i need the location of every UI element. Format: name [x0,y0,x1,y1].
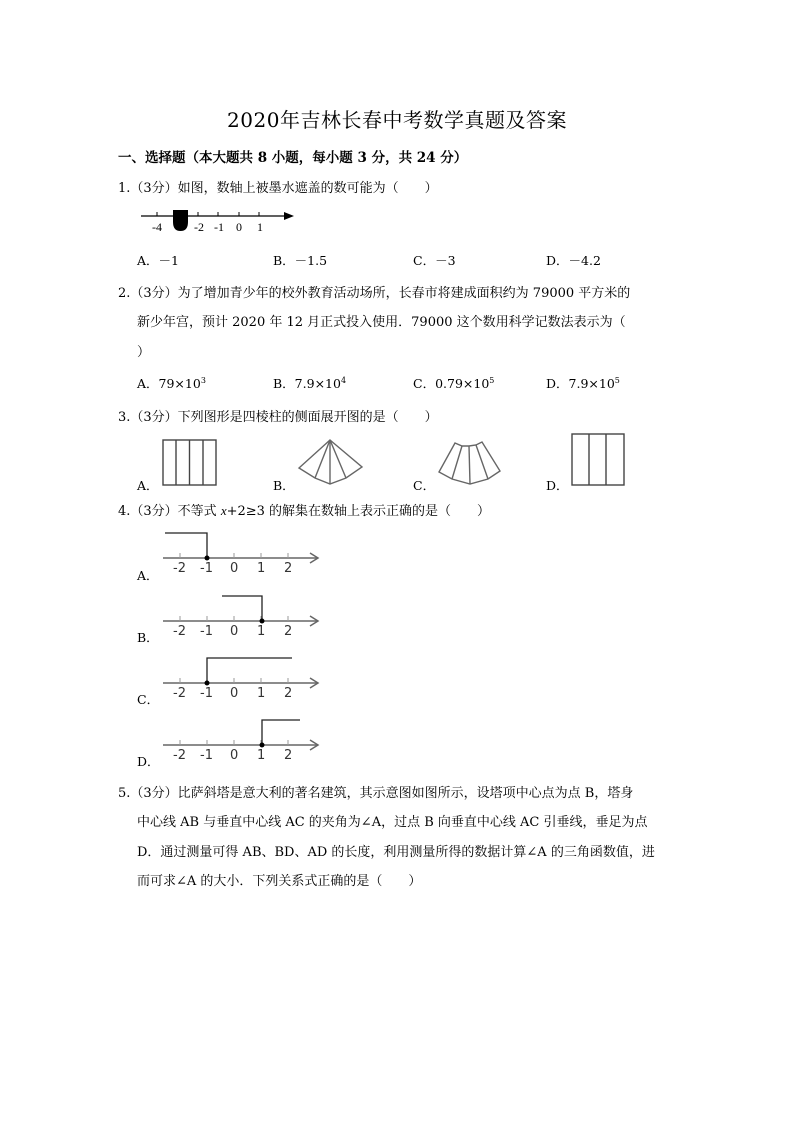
axis-label: 0 [230,748,239,763]
exponent: 3 [200,375,206,385]
question-3-stem: 3.（3分）下列图形是四棱柱的侧面展开图的是（ ） [118,410,438,425]
number-line-c [163,658,318,688]
question-2-line-1: 2.（3分）为了增加青少年的校外教育活动场所，长春市将建成面积约为 79000 平方米的 [118,286,631,301]
axis-label: 1 [257,748,266,763]
axis-label: -1 [200,686,213,701]
axis-label: -1 [200,748,213,763]
axis-label: -2 [194,220,204,234]
q1-option-b[interactable]: B．－1.5 [273,253,328,268]
exponent: 5 [489,375,495,385]
axis-label: 1 [257,561,266,576]
axis-label: 1 [257,686,266,701]
q1-option-c[interactable]: C．－3 [413,253,456,268]
axis-label: 2 [284,561,293,576]
option-text: D．7.9×10 [546,376,615,391]
axis-label: 2 [284,748,293,763]
axis-label: -1 [200,624,213,639]
axis-label: 0 [230,561,239,576]
stem-prefix: 4.（3分）不等式 [118,504,221,519]
axis-label: -2 [173,624,186,639]
question-5-line-2: 中心线 AB 与垂直中心线 AC 的夹角为∠A，过点 B 向垂直中心线 AC 引垂线，垂足为点 [137,815,648,830]
q4-option-b[interactable]: B． [137,630,159,645]
q1-option-d[interactable]: D．－4.2 [546,253,601,268]
axis-label: -2 [173,561,186,576]
exponent: 4 [340,375,347,385]
axis-label: 1 [257,220,263,234]
question-5-line-3: D．通过测量可得 AB、BD、AD 的长度，利用测量所得的数据计算∠A 的三角函数值，进 [137,845,655,860]
number-line-b [163,596,318,626]
axis-label: 0 [230,686,239,701]
q4-option-d[interactable]: D． [137,754,160,769]
variable-x: x [220,503,227,518]
axis-label: 0 [230,624,239,639]
page-title: 2020年吉林长春中考数学真题及答案 [227,108,567,132]
option-text: C．0.79×10 [413,376,490,391]
option-text: A．79×10 [137,376,201,391]
axis-label: -1 [200,561,213,576]
q3-option-d[interactable]: D． [546,478,569,493]
q1-option-a[interactable]: A．－1 [137,253,179,268]
axis-label: 2 [284,686,293,701]
q4-option-a[interactable]: A． [137,568,159,583]
axis-label: 0 [236,220,242,234]
q4-option-c[interactable]: C． [137,692,160,707]
stem-suffix: +2≥3 的解集在数轴上表示正确的是（ ） [226,504,491,519]
question-2-line-3: ） [137,345,151,360]
axis-label: 1 [257,624,266,639]
number-line-d [163,720,318,750]
number-line-a [163,533,318,563]
question-5-line-4: 而可求∠A 的大小．下列关系式正确的是（ ） [137,874,422,889]
question-1-stem: 1.（3分）如图，数轴上被墨水遮盖的数可能为（ ） [118,181,438,196]
section-heading: 一、选择题（本大题共 8 小题，每小题 3 分，共 24 分） [118,150,468,166]
question-2-line-2: 新少年宫，预计 2020 年 12 月正式投入使用．79000 这个数用科学记数法表示为（ [137,315,626,330]
axis-label: -1 [214,220,224,234]
axis-label: -2 [173,686,186,701]
exponent: 5 [614,375,620,385]
q3-option-b[interactable]: B． [273,478,295,493]
q3-option-c[interactable]: C． [413,478,436,493]
option-text: B．7.9×10 [273,376,341,391]
q3-option-a[interactable]: A． [137,478,159,493]
axis-label: -4 [152,220,162,234]
question-5-line-1: 5.（3分）比萨斜塔是意大利的著名建筑，其示意图如图所示，设塔项中心点为点 B，塔身 [118,786,634,801]
axis-label: -2 [173,748,186,763]
axis-label: 2 [284,624,293,639]
